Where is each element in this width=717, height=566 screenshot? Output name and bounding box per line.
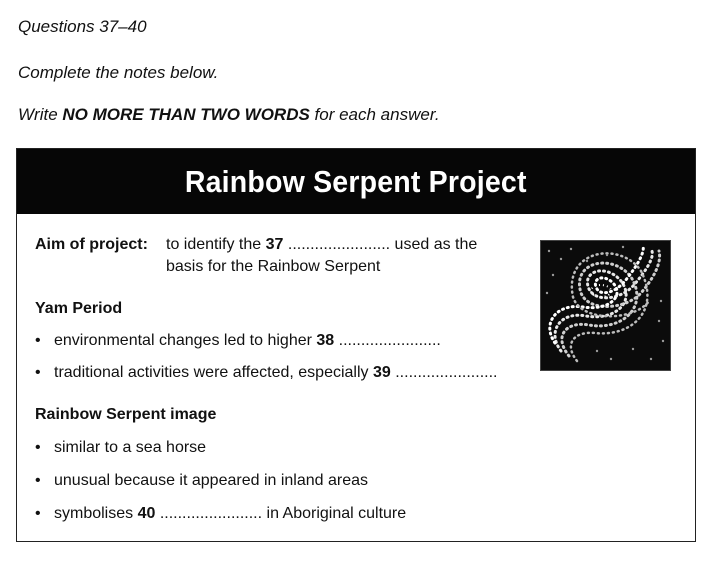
questions-heading: Questions 37–40 bbox=[18, 17, 147, 36]
image-bullet-1: similar to a sea horse bbox=[54, 439, 207, 456]
task-instruction: Complete the notes below. bbox=[18, 63, 219, 82]
aboriginal-dot-painting-serpent-icon bbox=[540, 240, 671, 371]
bullet-icon: • bbox=[35, 439, 41, 456]
aim-label: Aim of project: bbox=[35, 236, 148, 253]
bullet-icon: • bbox=[35, 472, 41, 489]
question-40-number: 40 bbox=[137, 505, 156, 522]
word-limit-rule: NO MORE THAN TWO WORDS bbox=[62, 105, 310, 124]
question-38: 38 bbox=[316, 332, 335, 349]
image-bullet-2: unusual because it appeared in inland areas bbox=[54, 472, 369, 489]
notes-title: Rainbow Serpent Project bbox=[185, 163, 527, 199]
yam-bullet-1: environmental changes led to higher 38 ....................... bbox=[54, 332, 441, 349]
image-bullet-3: symbolises 40 ....................... in Aboriginal culture bbox=[54, 505, 407, 522]
yam-bullet-2: traditional activities were affected, especially 39 ....................... bbox=[54, 364, 498, 381]
serpent-artwork-svg bbox=[541, 241, 670, 370]
serpent-image-heading: Rainbow Serpent image bbox=[35, 406, 217, 423]
notes-title-banner bbox=[17, 149, 695, 214]
question-37: 37 bbox=[265, 236, 284, 253]
bullet-icon: • bbox=[35, 364, 41, 381]
aim-line-1: to identify the 37 ....................... used as the bbox=[166, 236, 478, 253]
bullet-icon: • bbox=[35, 332, 41, 349]
aim-line-2: basis for the Rainbow Serpent bbox=[166, 258, 381, 275]
word-limit-instruction: Write NO MORE THAN TWO WORDS for each answer. bbox=[18, 105, 440, 124]
bullet-icon: • bbox=[35, 505, 41, 522]
question-39: 39 bbox=[372, 364, 391, 381]
yam-period-heading: Yam Period bbox=[35, 300, 123, 317]
